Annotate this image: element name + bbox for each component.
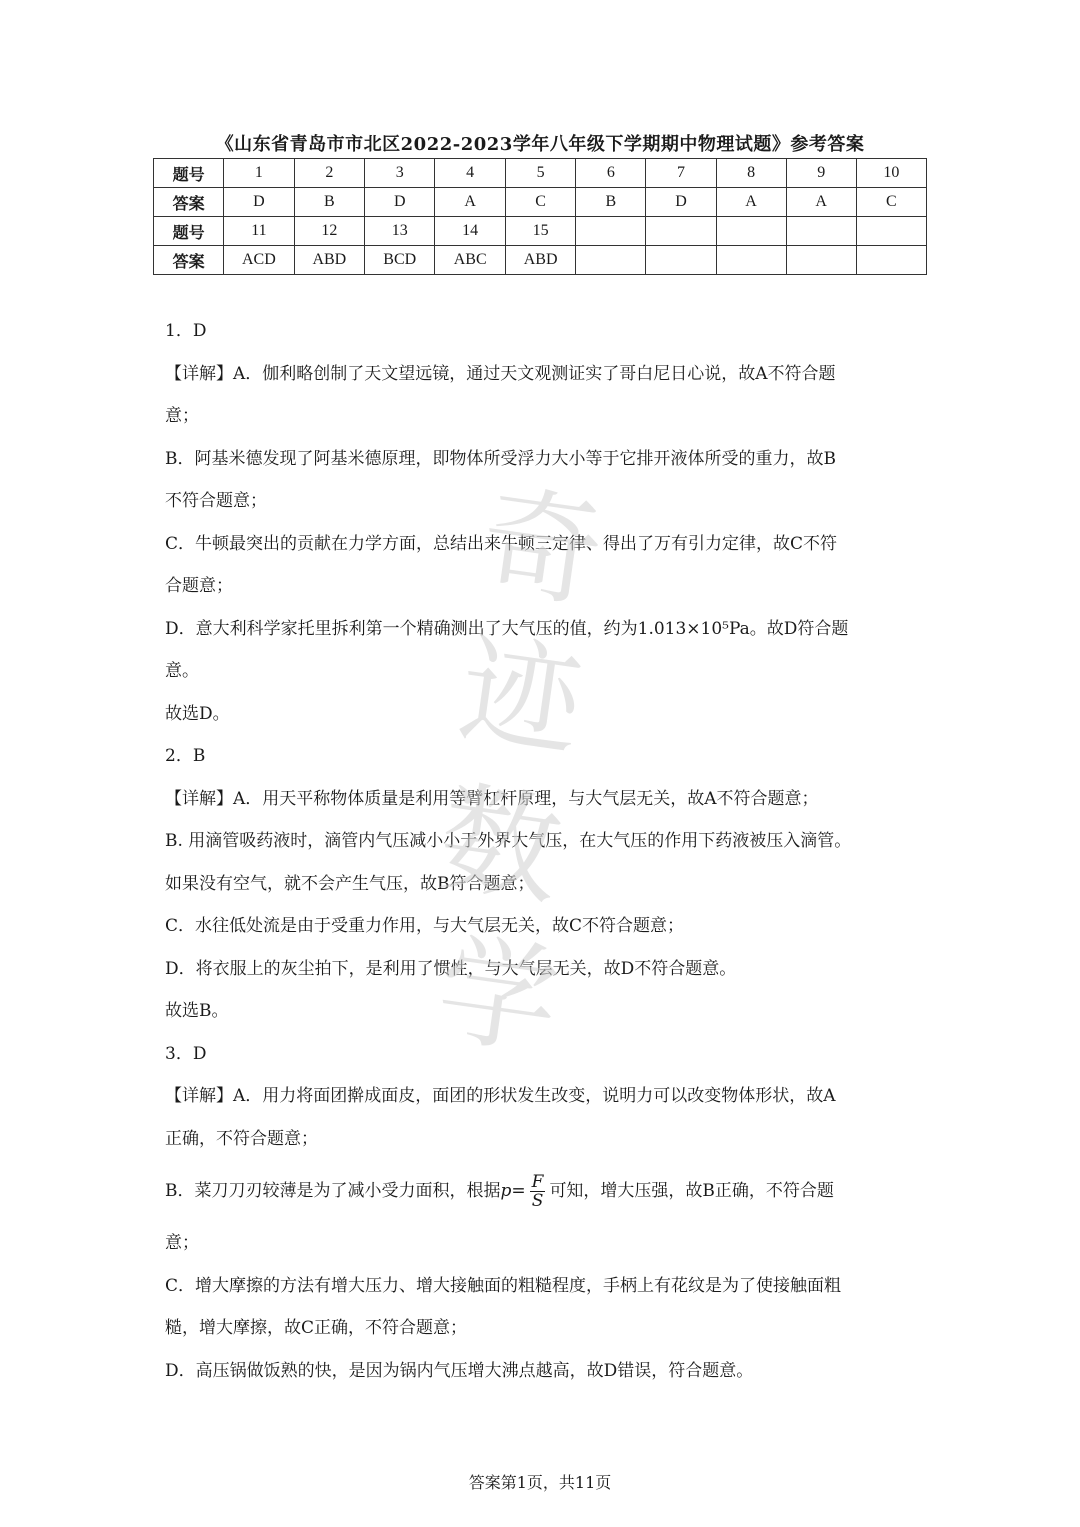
answer-table-row-header: 题号 — [154, 159, 224, 188]
formula-line-after: 可知，增大压强，故B正确，不符合题 — [549, 1181, 834, 1201]
answer-table-cell: 4 — [435, 159, 505, 188]
answer-table-cell: BCD — [365, 246, 435, 275]
explanation-line: D．高压锅做饭熟的快，是因为锅内气压增大沸点越高，故D错误，符合题意。 — [165, 1360, 754, 1381]
answer-table-row — [154, 246, 927, 275]
watermark-char-1: 奇 — [472, 471, 611, 627]
explanation-line: C．水往低处流是由于受重力作用，与大气层无关，故C不符合题意； — [165, 916, 685, 936]
explanation-line: 故选D。 — [165, 703, 230, 724]
answer-table-cell: 13 — [365, 217, 435, 246]
explanation-line: 不符合题意； — [165, 491, 267, 511]
answer-table-cell: 1 — [224, 159, 294, 188]
answer-table-row-header: 答案 — [154, 188, 224, 217]
answer-table-row — [154, 159, 927, 188]
answer-table-cell: ACD — [224, 246, 294, 275]
formula-line — [165, 1160, 925, 1222]
answer-table-cell: C — [505, 188, 575, 217]
explanation-line: 意； — [165, 1233, 199, 1253]
answer-explanations — [165, 310, 925, 1392]
answer-table-cell: 9 — [786, 159, 856, 188]
explanation-line: 意； — [165, 406, 199, 426]
explanation-line: 【详解】A．伽利略创制了天文望远镜，通过天文观测证实了哥白尼日心说，故A不符合题 — [165, 363, 836, 384]
answer-table-cell: 15 — [505, 217, 575, 246]
explanation-line: 2．B — [165, 746, 206, 766]
answer-table-cell: D — [224, 188, 294, 217]
explanation-line: D．意大利科学家托里拆利第一个精确测出了大气压的值，约为1.013×10⁵Pa。故D符合题 — [165, 618, 849, 639]
answer-table-cell: 3 — [365, 159, 435, 188]
answer-table-cell: 6 — [576, 159, 646, 188]
answer-table-cell: 14 — [435, 217, 505, 246]
explanation-line: 【详解】A．用天平称物体质量是利用等臂杠杆原理，与大气层无关，故A不符合题意； — [165, 788, 819, 809]
answer-table-cell — [716, 246, 786, 275]
explanation-line: C．牛顿最突出的贡献在力学方面，总结出来牛顿三定律、得出了万有引力定律，故C不符 — [165, 533, 838, 554]
answer-table-cell — [576, 217, 646, 246]
formula-line-before: B．菜刀刀刃较薄是为了减小受力面积，根据 — [165, 1181, 501, 1201]
answer-table-cell — [856, 217, 926, 246]
answer-table-row-header: 答案 — [154, 246, 224, 275]
answer-table-row-header: 题号 — [154, 217, 224, 246]
answer-table-cell — [646, 246, 716, 275]
formula-numerator: F — [531, 1172, 544, 1192]
explanation-line: 如果没有空气，就不会产生气压，故B符合题意； — [165, 873, 535, 894]
answer-table-cell: A — [716, 188, 786, 217]
answer-table-cell: B — [576, 188, 646, 217]
explanation-line: 【详解】A．用力将面团擀成面皮，面团的形状发生改变，说明力可以改变物体形状，故A — [165, 1086, 836, 1106]
answer-table-cell: ABD — [294, 246, 364, 275]
explanation-line: B. 用滴管吸药液时，滴管内气压减小小于外界大气压，在大气压的作用下药液被压入滴管。 — [165, 831, 852, 851]
answer-table-row — [154, 188, 927, 217]
answer-table — [153, 158, 927, 275]
answer-table-cell: B — [294, 188, 364, 217]
explanation-line: 糙，增大摩擦，故C正确，不符合题意； — [165, 1318, 468, 1338]
answer-table-cell: 11 — [224, 217, 294, 246]
answer-table-cell: 7 — [646, 159, 716, 188]
answer-table-cell — [856, 246, 926, 275]
answer-table-cell: A — [435, 188, 505, 217]
explanation-line: 合题意； — [165, 576, 233, 596]
answer-table-cell: D — [365, 188, 435, 217]
watermark-char-4: 学 — [428, 920, 568, 1075]
answer-table-cell: ABC — [435, 246, 505, 275]
explanation-line: 故选B。 — [165, 1001, 229, 1021]
formula-denominator: S — [531, 1191, 544, 1211]
answer-table-cell — [716, 217, 786, 246]
formula-lhs: p= — [500, 1181, 526, 1201]
answer-table-cell: 8 — [716, 159, 786, 188]
explanation-line: B．阿基米德发现了阿基米德原理，即物体所受浮力大小等于它排开液体所受的重力，故B — [165, 448, 836, 469]
answer-table-cell: 12 — [294, 217, 364, 246]
pressure-formula-fraction — [530, 1173, 546, 1210]
explanation-line: 意。 — [165, 661, 199, 681]
answer-table-cell: A — [786, 188, 856, 217]
explanation-line: D．将衣服上的灰尘拍下，是利用了惯性，与大气层无关，故D不符合题意。 — [165, 958, 737, 979]
answer-table-cell: D — [646, 188, 716, 217]
watermark-char-3: 数 — [430, 768, 570, 924]
answer-table-cell: ABD — [505, 246, 575, 275]
answer-table-cell — [646, 217, 716, 246]
explanation-line: C．增大摩擦的方法有增大压力、增大接触面的粗糙程度，手柄上有花纹是为了使接触面粗 — [165, 1275, 842, 1296]
answer-table-row — [154, 217, 927, 246]
answer-table-cell: C — [856, 188, 926, 217]
answer-table-cell — [786, 246, 856, 275]
answer-table-cell — [576, 246, 646, 275]
answer-table-cell: 10 — [856, 159, 926, 188]
page-footer: 答案第1页，共11页 — [468, 1473, 612, 1492]
watermark-char-2: 迹 — [451, 620, 591, 775]
document-title: 《山东省青岛市市北区2022-2023学年八年级下学期期中物理试题》参考答案 — [215, 134, 865, 155]
explanation-line: 正确，不符合题意； — [165, 1128, 318, 1149]
explanation-line: 3．D — [165, 1043, 207, 1064]
answer-table-cell: 2 — [294, 159, 364, 188]
explanation-line: 1．D — [165, 321, 207, 341]
answer-table-cell: 5 — [505, 159, 575, 188]
answer-table-cell — [786, 217, 856, 246]
